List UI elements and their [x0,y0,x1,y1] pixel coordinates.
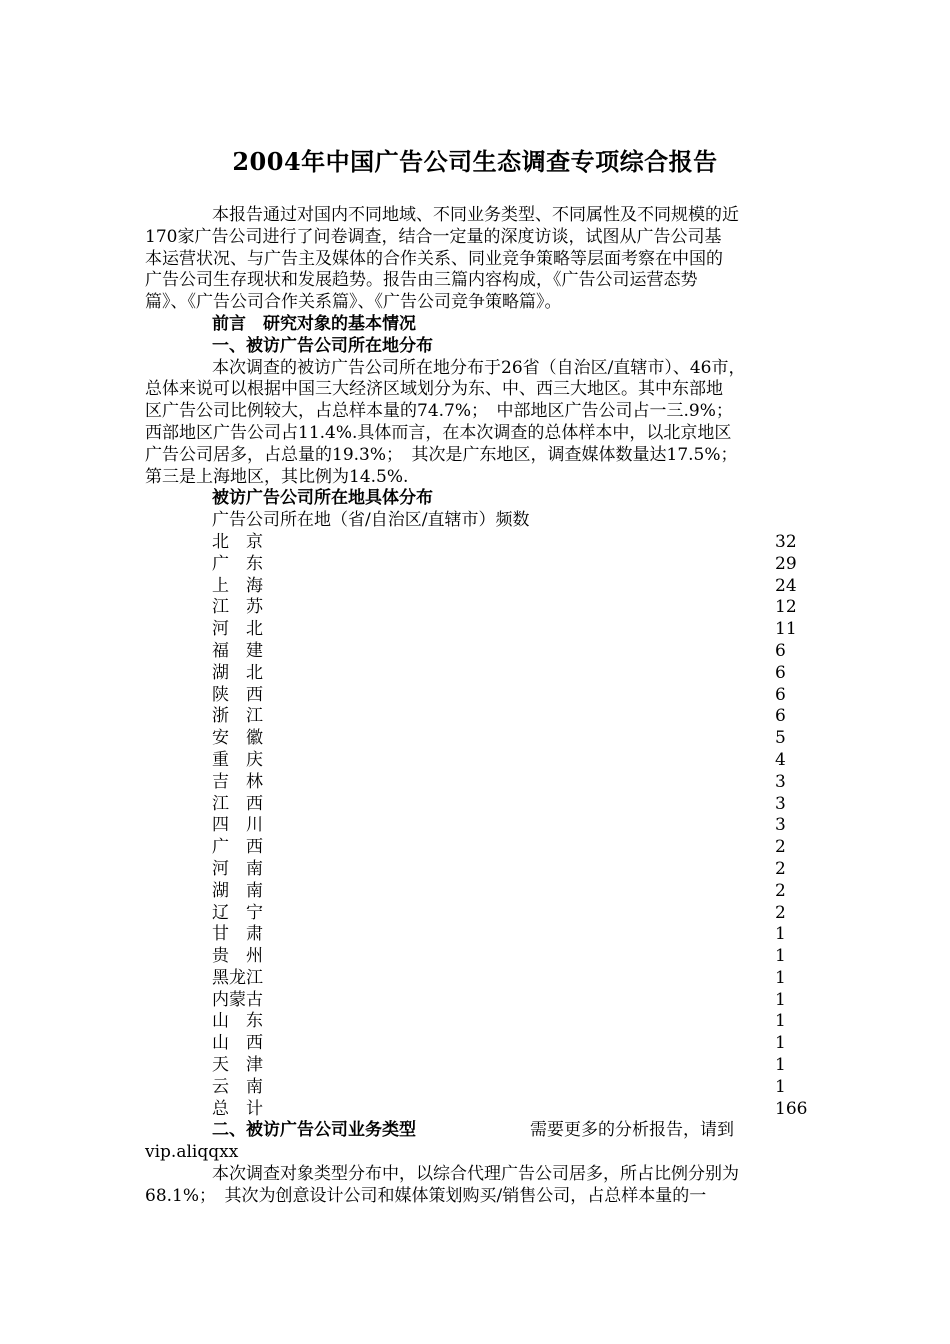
document-title: 2004年中国广告公司生态调查专项综合报告 [232,147,718,176]
row-count: 3 [775,771,786,792]
table-row [145,794,830,816]
row-count: 3 [775,815,786,836]
row-count: 1 [775,946,786,967]
row-count: 1 [775,924,786,945]
intro-line: 170家广告公司进行了问卷调查，结合一定量的深度访谈，试图从广告公司基 [145,226,722,247]
section1-line: 广告公司居多，占总量的19.3%； 其次是广东地区，调查媒体数量达17.5%； [145,444,738,465]
table-header: 广告公司所在地（省/自治区/直辖市）频数 [212,510,530,531]
table-row [145,946,830,968]
section1-line: 区广告公司比例较大，占总样本量的74.7%； 中部地区广告公司占一三.9%； [145,401,733,422]
row-location: 陕 西 [212,684,263,705]
section2-heading-line [145,1120,830,1142]
table-row [145,663,830,685]
row-count: 1 [775,967,786,988]
section1-line: 本次调查的被访广告公司所在地分布于26省（自治区/直辖市）、46市， [212,357,746,378]
row-location: 河 南 [212,858,263,879]
row-count: 3 [775,793,786,814]
table-row [145,1055,830,1077]
table-row [145,815,830,837]
table-row [145,706,830,728]
table-row [145,641,830,663]
preface-heading: 前言 研究对象的基本情况 [212,313,416,334]
section1-line: 总体来说可以根据中国三大经济区域划分为东、中、西三大地区。其中东部地 [145,379,723,400]
table-row [145,750,830,772]
row-location: 浙 江 [212,706,263,727]
section1-line: 第三是上海地区，其比例为14.5%. [145,466,409,487]
row-count: 1 [775,1055,786,1076]
section1-heading: 一、被访广告公司所在地分布 [212,335,433,356]
row-location: 天 津 [212,1055,263,1076]
row-location: 江 西 [212,793,263,814]
table-row [145,728,830,750]
table-total-row [145,1099,830,1121]
row-location: 四 川 [212,815,263,836]
row-count: 6 [775,640,786,661]
row-count: 6 [775,662,786,683]
row-location: 湖 北 [212,662,263,683]
row-location: 山 东 [212,1011,263,1032]
section2-promo-text: 需要更多的分析报告，请到 [530,1120,734,1141]
intro-line: 本运营状况、与广告主及媒体的合作关系、同业竞争策略等层面考察在中国的 [145,248,723,269]
row-count: 4 [775,749,786,770]
document-body [145,205,830,1208]
row-location: 甘 肃 [212,924,263,945]
intro-line: 广告公司生存现状和发展趋势。报告由三篇内容构成，《广告公司运营态势 [145,270,698,291]
row-count: 32 [775,531,797,552]
row-location: 总 计 [212,1098,263,1119]
row-location: 上 海 [212,575,263,596]
table-row [145,859,830,881]
intro-line: 本报告通过对国内不同地域、不同业务类型、不同属性及不同规模的近 [212,205,739,225]
row-location: 重 庆 [212,749,263,770]
table-row [145,772,830,794]
section2-heading: 二、被访广告公司业务类型 [212,1120,416,1141]
row-location: 山 西 [212,1033,263,1054]
row-location: 广 东 [212,553,263,574]
row-location: 吉 林 [212,771,263,792]
row-count: 1 [775,1033,786,1054]
row-location: 广 西 [212,837,263,858]
row-location: 江 苏 [212,597,263,618]
row-count: 5 [775,728,786,749]
table-row [145,881,830,903]
row-count: 6 [775,706,786,727]
section2-promo-link: vip.aliqqxx [145,1142,239,1163]
section2-line: 68.1%； 其次为创意设计公司和媒体策划购买/销售公司，占总样本量的一 [145,1185,707,1206]
table-row [145,924,830,946]
table-row [145,1077,830,1099]
table-heading: 被访广告公司所在地具体分布 [212,488,433,509]
row-location: 内蒙古 [212,989,263,1010]
row-location: 河 北 [212,619,263,640]
row-count: 2 [775,858,786,879]
table-row [145,685,830,707]
row-count: 24 [775,575,797,596]
intro-line: 篇》、《广告公司合作关系篇》、《广告公司竞争策略篇》。 [145,292,562,313]
row-count: 11 [775,619,797,640]
row-count: 1 [775,1076,786,1097]
table-row [145,903,830,925]
row-count: 166 [775,1098,808,1119]
table-row [145,1011,830,1033]
row-location: 黑龙江 [212,967,263,988]
row-location: 福 建 [212,640,263,661]
row-count: 2 [775,880,786,901]
table-row [145,990,830,1012]
row-location: 北 京 [212,531,263,552]
row-count: 2 [775,902,786,923]
table-row [145,1033,830,1055]
table-row [145,619,830,641]
row-location: 云 南 [212,1076,263,1097]
section1-line: 西部地区广告公司占11.4%.具体而言，在本次调查的总体样本中，以北京地区 [145,422,732,443]
row-location: 贵 州 [212,946,263,967]
section2-line: 本次调查对象类型分布中，以综合代理广告公司居多，所占比例分别为 [212,1164,739,1185]
row-count: 12 [775,597,797,618]
row-count: 2 [775,837,786,858]
table-row [145,554,830,576]
row-location: 湖 南 [212,880,263,901]
row-location: 辽 宁 [212,902,263,923]
table-row [145,968,830,990]
table-row [145,532,830,554]
row-count: 1 [775,1011,786,1032]
table-row [145,837,830,859]
row-count: 6 [775,684,786,705]
location-table [145,532,830,1121]
table-row [145,576,830,598]
row-count: 1 [775,989,786,1010]
row-location: 安 徽 [212,728,263,749]
table-row [145,597,830,619]
row-count: 29 [775,553,797,574]
